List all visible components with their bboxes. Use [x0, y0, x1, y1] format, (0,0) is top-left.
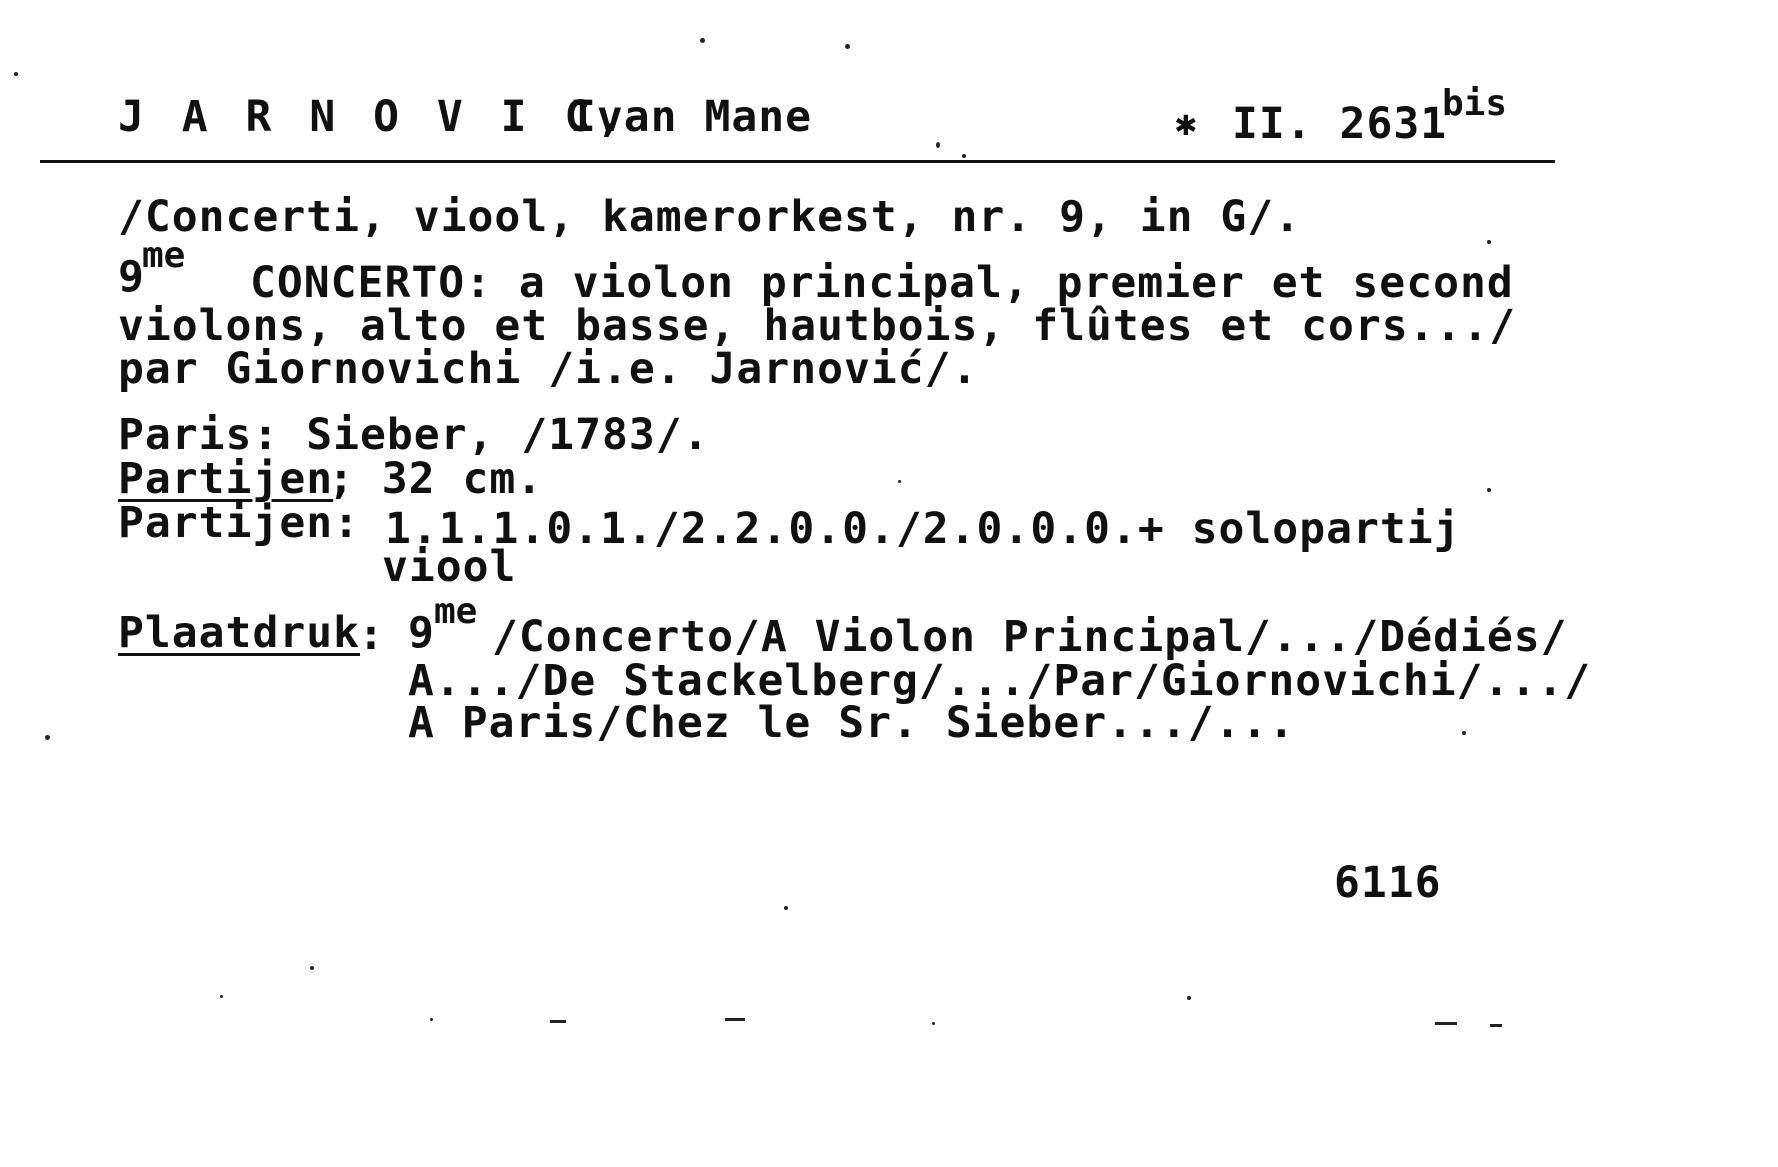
scan-speck — [1187, 996, 1191, 1000]
scan-speck — [220, 995, 223, 998]
title-number-suffix: me — [142, 235, 186, 276]
author-surname: J A R N O V I C, — [118, 92, 629, 142]
scan-dash — [550, 1020, 566, 1023]
scan-speck — [845, 44, 850, 49]
scan-dash — [1435, 1022, 1457, 1025]
scan-speck — [430, 1018, 433, 1021]
plate-number: 9 — [408, 608, 435, 658]
scan-dash — [1490, 1024, 1502, 1027]
imprint: Paris: Sieber, /1783/. — [118, 410, 710, 460]
card-number: 6116 — [1334, 858, 1442, 908]
title-line-2: violons, alto et basse, hautbois, flûtes et cors.../ — [118, 301, 1517, 351]
scan-speck — [14, 72, 18, 76]
header-rule — [40, 160, 1555, 163]
scan-speck — [784, 906, 788, 910]
parts-line-2: viool — [382, 542, 517, 592]
uniform-title: /Concerti, viool, kamerorkest, nr. 9, in G/. — [118, 192, 1302, 242]
plate-line-2: A.../De Stackelberg/.../Par/Giornovichi/.../ — [408, 656, 1592, 706]
scan-speck — [310, 966, 314, 970]
shelfmark: II. 2631 — [1232, 99, 1448, 149]
scan-speck — [1462, 731, 1466, 735]
asterisk-icon: ✱ — [1175, 103, 1198, 144]
plate-colon: : — [358, 610, 385, 660]
scan-speck — [1487, 240, 1491, 244]
title-line-3: par Giornovichi /i.e. Jarnović/. — [118, 344, 979, 394]
title-line-1: CONCERTO: a violon principal, premier et second — [250, 258, 1514, 308]
scan-dash — [725, 1018, 745, 1021]
author-forename: Ivan Mane — [570, 92, 812, 142]
scan-speck — [1487, 488, 1491, 492]
title-number: 9 — [118, 252, 145, 302]
plate-line-1: /Concerto/A Violon Principal/.../Dédiés/ — [492, 612, 1568, 662]
description-value: ; 32 cm. — [328, 454, 544, 504]
plate-line-3: A Paris/Chez le Sr. Sieber.../... — [408, 698, 1296, 748]
plate-label: Plaatdruk — [118, 608, 360, 658]
scan-speck — [898, 480, 901, 483]
scan-speck — [700, 38, 705, 43]
scan-speck — [45, 735, 50, 740]
parts-label: Partijen: — [118, 498, 360, 548]
scan-speck — [936, 142, 940, 148]
scan-speck — [932, 1022, 935, 1025]
parts-line-1: 1.1.1.0.1./2.2.0.0./2.0.0.0.+ solopartij — [385, 504, 1461, 554]
plate-number-suffix: me — [434, 591, 478, 632]
description-label: Partijen — [118, 454, 334, 504]
shelfmark-suffix: bis — [1442, 83, 1508, 124]
scan-speck — [962, 154, 966, 158]
